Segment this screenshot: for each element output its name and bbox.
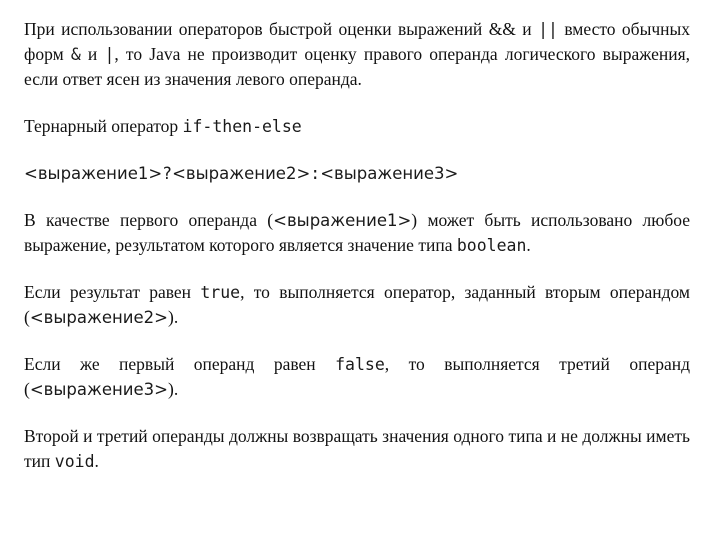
text-segment: , то выполняется оператор, заданный вторым операндом ( (24, 282, 690, 327)
code-false: false (335, 355, 385, 374)
expression-1: <выражение1> (273, 211, 412, 230)
text-segment: При использовании операторов быстрой оценки выражений && и (24, 19, 539, 39)
text-segment: ). (168, 379, 179, 399)
expression-3: <выражение3> (320, 164, 459, 183)
paragraph-false-case (24, 352, 690, 402)
text-segment: Если же первый операнд равен (24, 354, 336, 374)
expression-1: <выражение1> (24, 164, 163, 183)
expression-3: <выражение3> (29, 380, 168, 399)
text-segment: вместо обычных форм (24, 19, 690, 64)
text-segment: ). (168, 307, 179, 327)
expression-2: <выражение2> (172, 164, 311, 183)
document-page (24, 17, 690, 496)
paragraph-true-case (24, 280, 690, 330)
code-bitwise-or-operator: | (104, 45, 115, 64)
paragraph-operand-types (24, 424, 690, 474)
text-segment: , то Java не производит оценку правого операнда логического выражения, если ответ ясен из значения левого операнда. (24, 44, 690, 89)
code-boolean: boolean (456, 236, 527, 255)
code-and-operator: & (70, 45, 81, 64)
code-void: void (54, 452, 95, 471)
text-segment: В качестве первого операнда ( (24, 210, 274, 230)
code-true: true (200, 283, 241, 302)
text-segment: Второй и третий операнды должны возвращать значения одного типа и не должны иметь тип (24, 426, 690, 471)
code-if-then-else: if-then-else (182, 117, 302, 136)
text-segment: Если результат равен (24, 282, 201, 302)
colon-symbol: : (310, 164, 321, 183)
expression-2: <выражение2> (29, 308, 168, 327)
ternary-syntax-line (24, 161, 690, 186)
ternary-operator-heading (24, 114, 690, 139)
code-or-operator: || (538, 20, 558, 39)
paragraph-short-circuit-operators (24, 17, 690, 92)
paragraph-first-operand (24, 208, 690, 258)
text-segment: ) может быть использовано любое выражение, результатом которого является значение типа (24, 210, 690, 255)
text-segment: Тернарный оператор (24, 116, 183, 136)
text-segment: . (526, 235, 531, 255)
text-segment: . (94, 451, 99, 471)
text-segment: , то выполняется третий операнд ( (24, 354, 691, 399)
question-mark-symbol: ? (162, 164, 173, 183)
text-segment: и (80, 44, 105, 64)
